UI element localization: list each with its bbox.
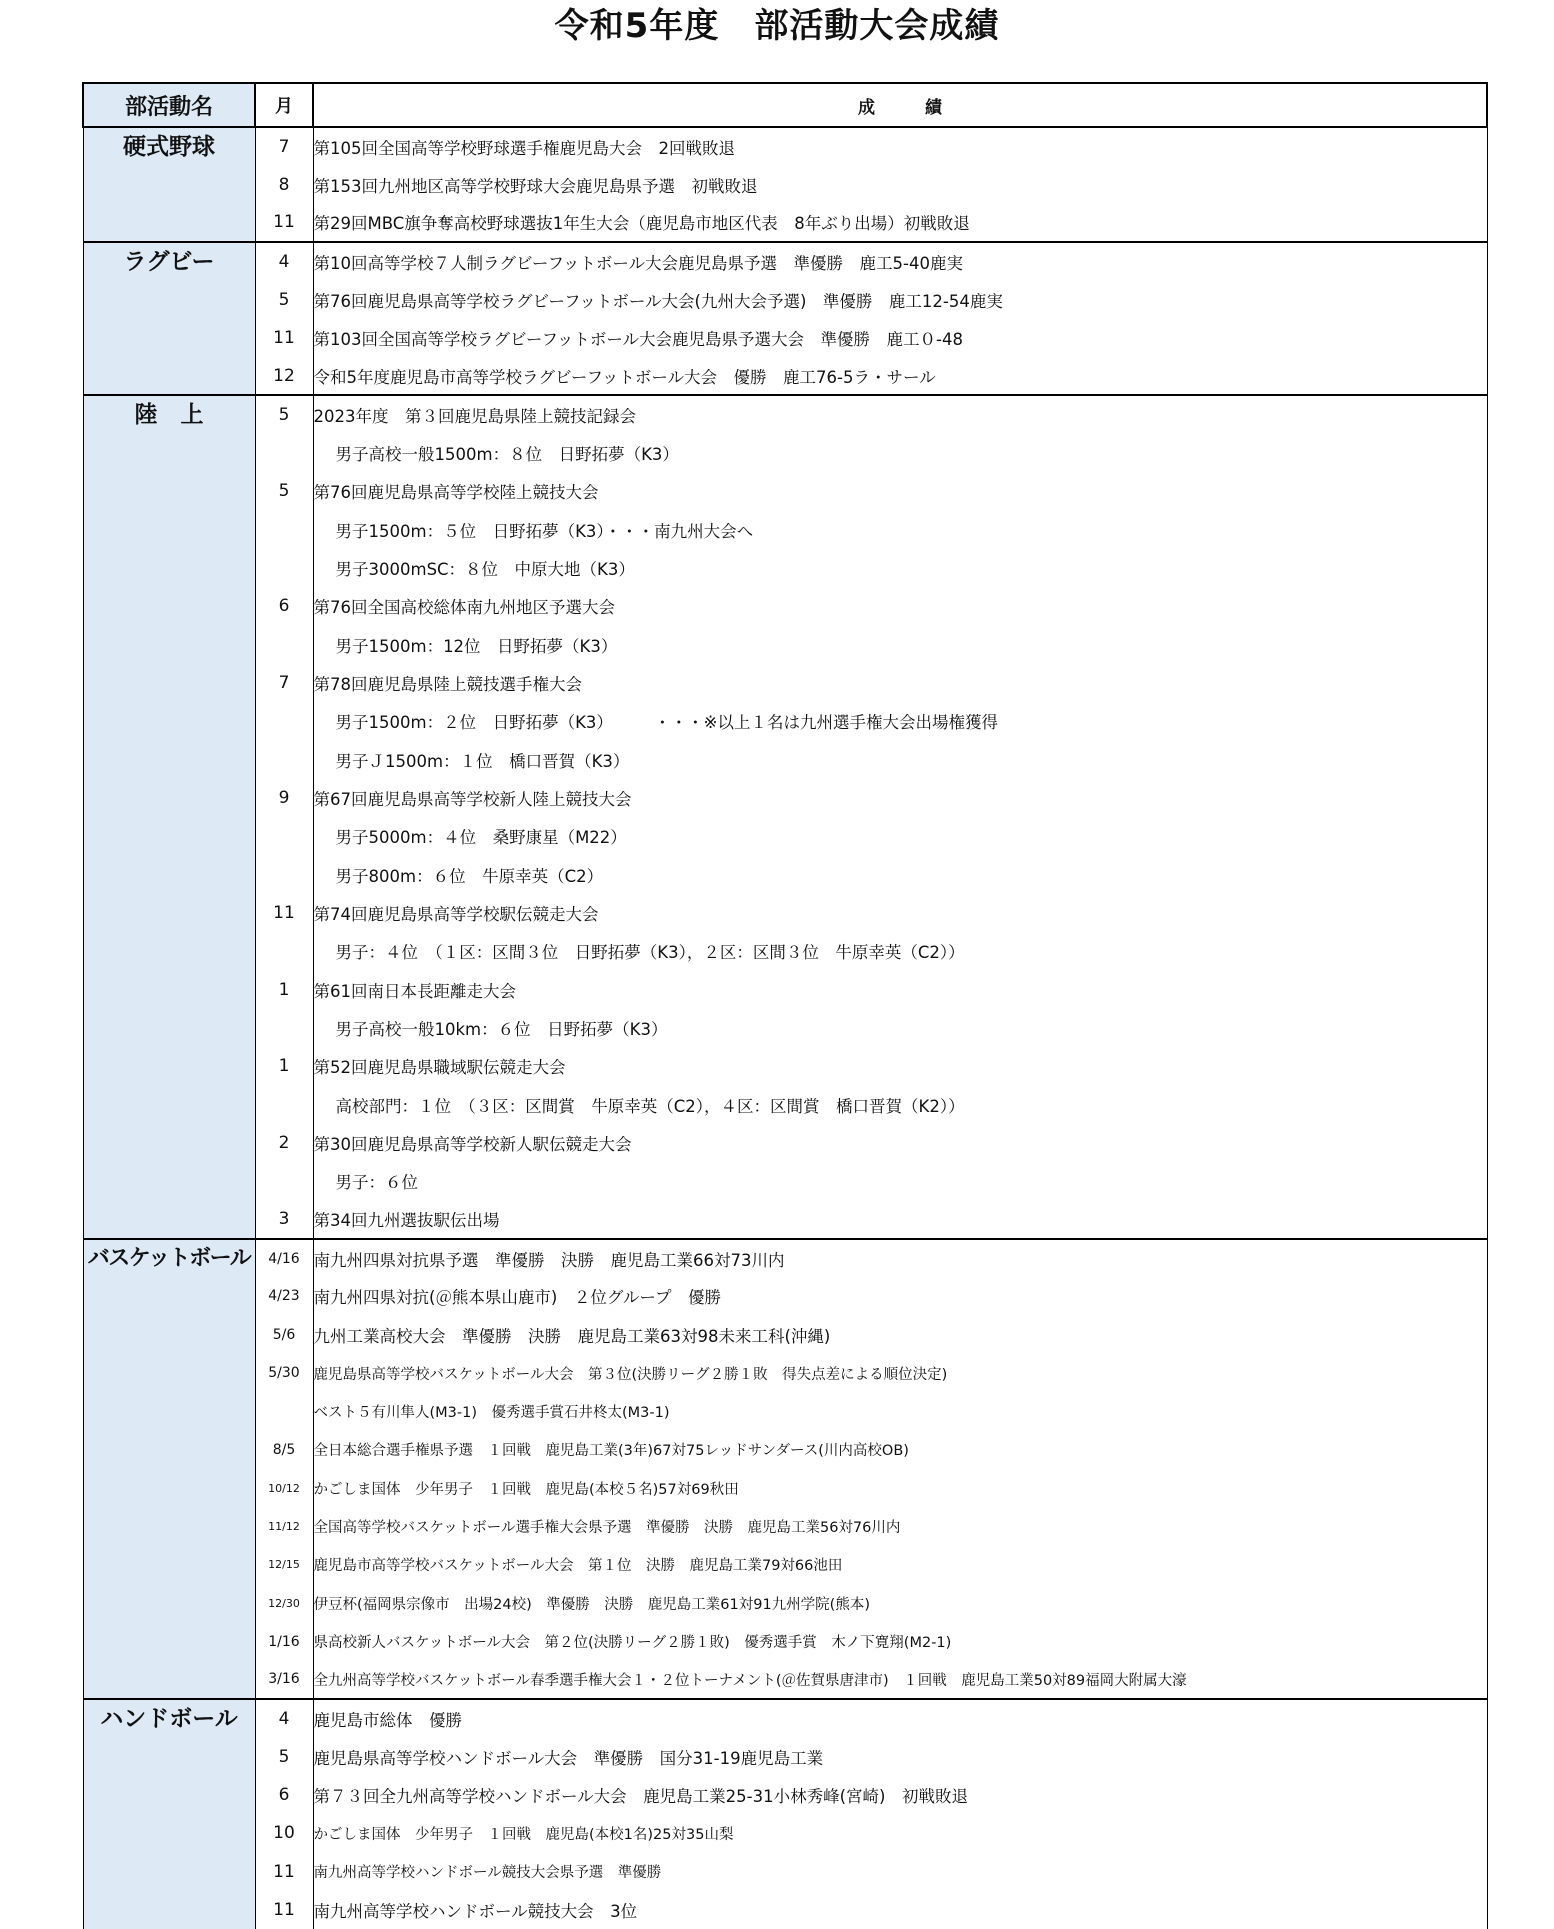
month-cell: 11	[255, 319, 313, 357]
month-cell	[255, 932, 313, 970]
table-row	[83, 1737, 1487, 1775]
result-cell: 男子：４位 （１区：区間３位 日野拓夢（K3），２区：区間３位 牛原幸英（C2））	[313, 932, 1487, 970]
result-cell: 第74回鹿児島県高等学校駅伝競走大会	[313, 894, 1487, 932]
month-cell: 7	[255, 664, 313, 702]
result-cell: 男子高校一般1500m：８位 日野拓夢（K3）	[313, 434, 1487, 472]
table-row	[83, 165, 1487, 203]
month-cell: 5/30	[255, 1354, 313, 1392]
result-cell: 南九州四県対抗県予選 準優勝 決勝 鹿児島工業66対73川内	[313, 1239, 1487, 1277]
month-cell	[255, 625, 313, 663]
month-cell: 1	[255, 1047, 313, 1085]
table-row	[83, 1009, 1487, 1047]
month-cell: 11/12	[255, 1507, 313, 1545]
table-row	[83, 395, 1487, 433]
result-cell: 第103回全国高等学校ラグビーフットボール大会鹿児島県予選大会 準優勝 鹿工０-48	[313, 319, 1487, 357]
table-row	[83, 932, 1487, 970]
table-row	[83, 1239, 1487, 1277]
result-cell: 令和5年度鹿児島市高等学校ラグビーフットボール大会 優勝 鹿工76-5ラ・サール	[313, 357, 1487, 395]
table-row	[83, 971, 1487, 1009]
month-cell	[255, 741, 313, 779]
table-row	[83, 1086, 1487, 1124]
result-cell: 第76回鹿児島県高等学校ラグビーフットボール大会(九州大会予選) 準優勝 鹿工12-54鹿実	[313, 280, 1487, 318]
result-cell: 高校部門：１位 （３区：区間賞 牛原幸英（C2），４区：区間賞 橋口晋賀（K2））	[313, 1086, 1487, 1124]
result-cell: 男子：６位	[313, 1162, 1487, 1200]
result-cell: 第30回鹿児島県高等学校新人駅伝競走大会	[313, 1124, 1487, 1162]
result-cell: かごしま国体 少年男子 １回戦 鹿児島(本校1名)25対35山梨	[313, 1814, 1487, 1852]
month-cell	[255, 510, 313, 548]
month-cell: 12	[255, 357, 313, 395]
result-cell: 男子1500m：５位 日野拓夢（K3）・・・南九州大会へ	[313, 510, 1487, 548]
club-name: ハンドボール	[83, 1699, 255, 1929]
table-row	[83, 1047, 1487, 1085]
month-cell: 5/6	[255, 1316, 313, 1354]
result-cell: 伊豆杯(福岡県宗像市 出場24校) 準優勝 決勝 鹿児島工業61対91九州学院(熊本)	[313, 1584, 1487, 1622]
result-cell: 南九州高等学校ハンドボール競技大会 3位	[313, 1891, 1487, 1929]
header-result: 成績	[313, 83, 1487, 127]
table-row	[83, 779, 1487, 817]
table-row	[83, 1431, 1487, 1469]
result-cell: 県高校新人バスケットボール大会 第２位(決勝リーグ２勝１敗) 優秀選手賞 木ノ下寛翔(M2-1)	[313, 1622, 1487, 1660]
month-cell: 11	[255, 1891, 313, 1929]
result-cell: 第52回鹿児島県職域駅伝競走大会	[313, 1047, 1487, 1085]
result-cell: 九州工業高校大会 準優勝 決勝 鹿児島工業63対98未来工科(沖縄)	[313, 1316, 1487, 1354]
table-row	[83, 1316, 1487, 1354]
table-row	[83, 664, 1487, 702]
month-cell	[255, 1009, 313, 1047]
table-row	[83, 1584, 1487, 1622]
table-row	[83, 1354, 1487, 1392]
result-cell: 第76回全国高校総体南九州地区予選大会	[313, 587, 1487, 625]
result-cell: 第34回九州選抜駅伝出場	[313, 1201, 1487, 1239]
header-club: 部活動名	[83, 83, 255, 127]
result-cell: 第29回MBC旗争奪高校野球選抜1年生大会（鹿児島市地区代表 8年ぶり出場）初戦敗退	[313, 204, 1487, 242]
table-row	[83, 856, 1487, 894]
result-cell: 南九州四県対抗(＠熊本県山鹿市) ２位グループ 優勝	[313, 1277, 1487, 1315]
table-row	[83, 472, 1487, 510]
month-cell: 12/30	[255, 1584, 313, 1622]
result-cell: 第78回鹿児島県陸上競技選手権大会	[313, 664, 1487, 702]
table-row	[83, 357, 1487, 395]
month-cell: 3	[255, 1201, 313, 1239]
month-cell: 10	[255, 1814, 313, 1852]
result-cell: 第153回九州地区高等学校野球大会鹿児島県予選 初戦敗退	[313, 165, 1487, 203]
month-cell: 5	[255, 395, 313, 433]
table-row	[83, 242, 1487, 280]
table-row	[83, 1852, 1487, 1890]
month-cell	[255, 1162, 313, 1200]
table-row	[83, 1699, 1487, 1737]
table-row	[83, 1661, 1487, 1699]
result-cell: 鹿児島県高等学校バスケットボール大会 第３位(決勝リーグ２勝１敗 得失点差による順位決定)	[313, 1354, 1487, 1392]
result-cell: 男子高校一般10km：６位 日野拓夢（K3）	[313, 1009, 1487, 1047]
result-cell: 第76回鹿児島県高等学校陸上競技大会	[313, 472, 1487, 510]
month-cell: 8/5	[255, 1431, 313, 1469]
result-cell: かごしま国体 少年男子 １回戦 鹿児島(本校５名)57対69秋田	[313, 1469, 1487, 1507]
table-row	[83, 1622, 1487, 1660]
results-body	[83, 127, 1487, 1929]
table-row	[83, 1162, 1487, 1200]
month-cell: 8	[255, 165, 313, 203]
table-row	[83, 702, 1487, 740]
table-row	[83, 587, 1487, 625]
table-row	[83, 204, 1487, 242]
month-cell: 1	[255, 971, 313, 1009]
month-cell: 3/16	[255, 1661, 313, 1699]
month-cell: 9	[255, 779, 313, 817]
result-cell: 第10回高等学校７人制ラグビーフットボール大会鹿児島県予選 準優勝 鹿工5-40鹿実	[313, 242, 1487, 280]
table-row	[83, 894, 1487, 932]
month-cell: 4	[255, 242, 313, 280]
table-row	[83, 1392, 1487, 1430]
result-cell: 2023年度 第３回鹿児島県陸上競技記録会	[313, 395, 1487, 433]
month-cell: 4/23	[255, 1277, 313, 1315]
table-row	[83, 817, 1487, 855]
result-cell: 男子3000mSC：８位 中原大地（K3）	[313, 549, 1487, 587]
result-cell: 南九州高等学校ハンドボール競技大会県予選 準優勝	[313, 1852, 1487, 1890]
month-cell: 11	[255, 204, 313, 242]
month-cell	[255, 434, 313, 472]
table-row	[83, 319, 1487, 357]
table-row	[83, 434, 1487, 472]
month-cell: 4	[255, 1699, 313, 1737]
result-cell: ベスト５有川隼人(M3-1) 優秀選手賞石井柊太(M3-1)	[313, 1392, 1487, 1430]
table-row	[83, 1277, 1487, 1315]
table-row	[83, 1776, 1487, 1814]
result-cell: 鹿児島県高等学校ハンドボール大会 準優勝 国分31-19鹿児島工業	[313, 1737, 1487, 1775]
table-row	[83, 1546, 1487, 1584]
month-cell: 6	[255, 1776, 313, 1814]
table-row	[83, 549, 1487, 587]
result-cell: 男子1500m：12位 日野拓夢（K3）	[313, 625, 1487, 663]
month-cell: 10/12	[255, 1469, 313, 1507]
month-cell	[255, 856, 313, 894]
table-row	[83, 1201, 1487, 1239]
table-row	[83, 1891, 1487, 1929]
result-cell: 第７３回全九州高等学校ハンドボール大会 鹿児島工業25-31小林秀峰(宮崎) 初戦敗退	[313, 1776, 1487, 1814]
month-cell	[255, 1086, 313, 1124]
results-table	[82, 82, 1488, 1929]
month-cell: 5	[255, 280, 313, 318]
table-row	[83, 741, 1487, 779]
month-cell: 4/16	[255, 1239, 313, 1277]
month-cell: 11	[255, 1852, 313, 1890]
club-name: ラグビー	[83, 242, 255, 395]
result-cell: 男子5000m：４位 桑野康星（M22）	[313, 817, 1487, 855]
month-cell: 1/16	[255, 1622, 313, 1660]
header-month: 月	[255, 83, 313, 127]
month-cell	[255, 1392, 313, 1430]
result-cell: 鹿児島市高等学校バスケットボール大会 第１位 決勝 鹿児島工業79対66池田	[313, 1546, 1487, 1584]
table-row	[83, 625, 1487, 663]
month-cell: 6	[255, 587, 313, 625]
month-cell: 2	[255, 1124, 313, 1162]
month-cell	[255, 549, 313, 587]
table-header-row	[83, 83, 1487, 127]
month-cell	[255, 702, 313, 740]
table-row	[83, 1814, 1487, 1852]
result-cell: 男子Ｊ1500m：１位 橋口晋賀（K3）	[313, 741, 1487, 779]
table-row	[83, 1507, 1487, 1545]
table-row	[83, 127, 1487, 165]
result-cell: 鹿児島市総体 優勝	[313, 1699, 1487, 1737]
result-cell: 全九州高等学校バスケットボール春季選手権大会１・２位トーナメント(＠佐賀県唐津市) １回戦 鹿児島工業50対89福岡大附属大濠	[313, 1661, 1487, 1699]
result-cell: 男子800m：６位 牛原幸英（C2）	[313, 856, 1487, 894]
club-name: 陸 上	[83, 395, 255, 1239]
result-cell: 第61回南日本長距離走大会	[313, 971, 1487, 1009]
club-name: 硬式野球	[83, 127, 255, 242]
result-cell: 第105回全国高等学校野球選手権鹿児島大会 2回戦敗退	[313, 127, 1487, 165]
result-cell: 男子1500m：２位 日野拓夢（K3） ・・・※以上１名は九州選手権大会出場権獲得	[313, 702, 1487, 740]
month-cell: 5	[255, 1737, 313, 1775]
month-cell	[255, 817, 313, 855]
result-cell: 全国高等学校バスケットボール選手権大会県予選 準優勝 決勝 鹿児島工業56対76川内	[313, 1507, 1487, 1545]
month-cell: 12/15	[255, 1546, 313, 1584]
table-row	[83, 1124, 1487, 1162]
table-row	[83, 510, 1487, 548]
result-cell: 第67回鹿児島県高等学校新人陸上競技大会	[313, 779, 1487, 817]
club-name: バスケットボール	[83, 1239, 255, 1699]
month-cell: 5	[255, 472, 313, 510]
month-cell: 11	[255, 894, 313, 932]
table-row	[83, 1469, 1487, 1507]
table-row	[83, 280, 1487, 318]
result-cell: 全日本総合選手権県予選 １回戦 鹿児島工業(3年)67対75レッドサンダース(川内高校OB)	[313, 1431, 1487, 1469]
page-title: 令和5年度 部活動大会成績	[554, 6, 1000, 46]
month-cell: 7	[255, 127, 313, 165]
